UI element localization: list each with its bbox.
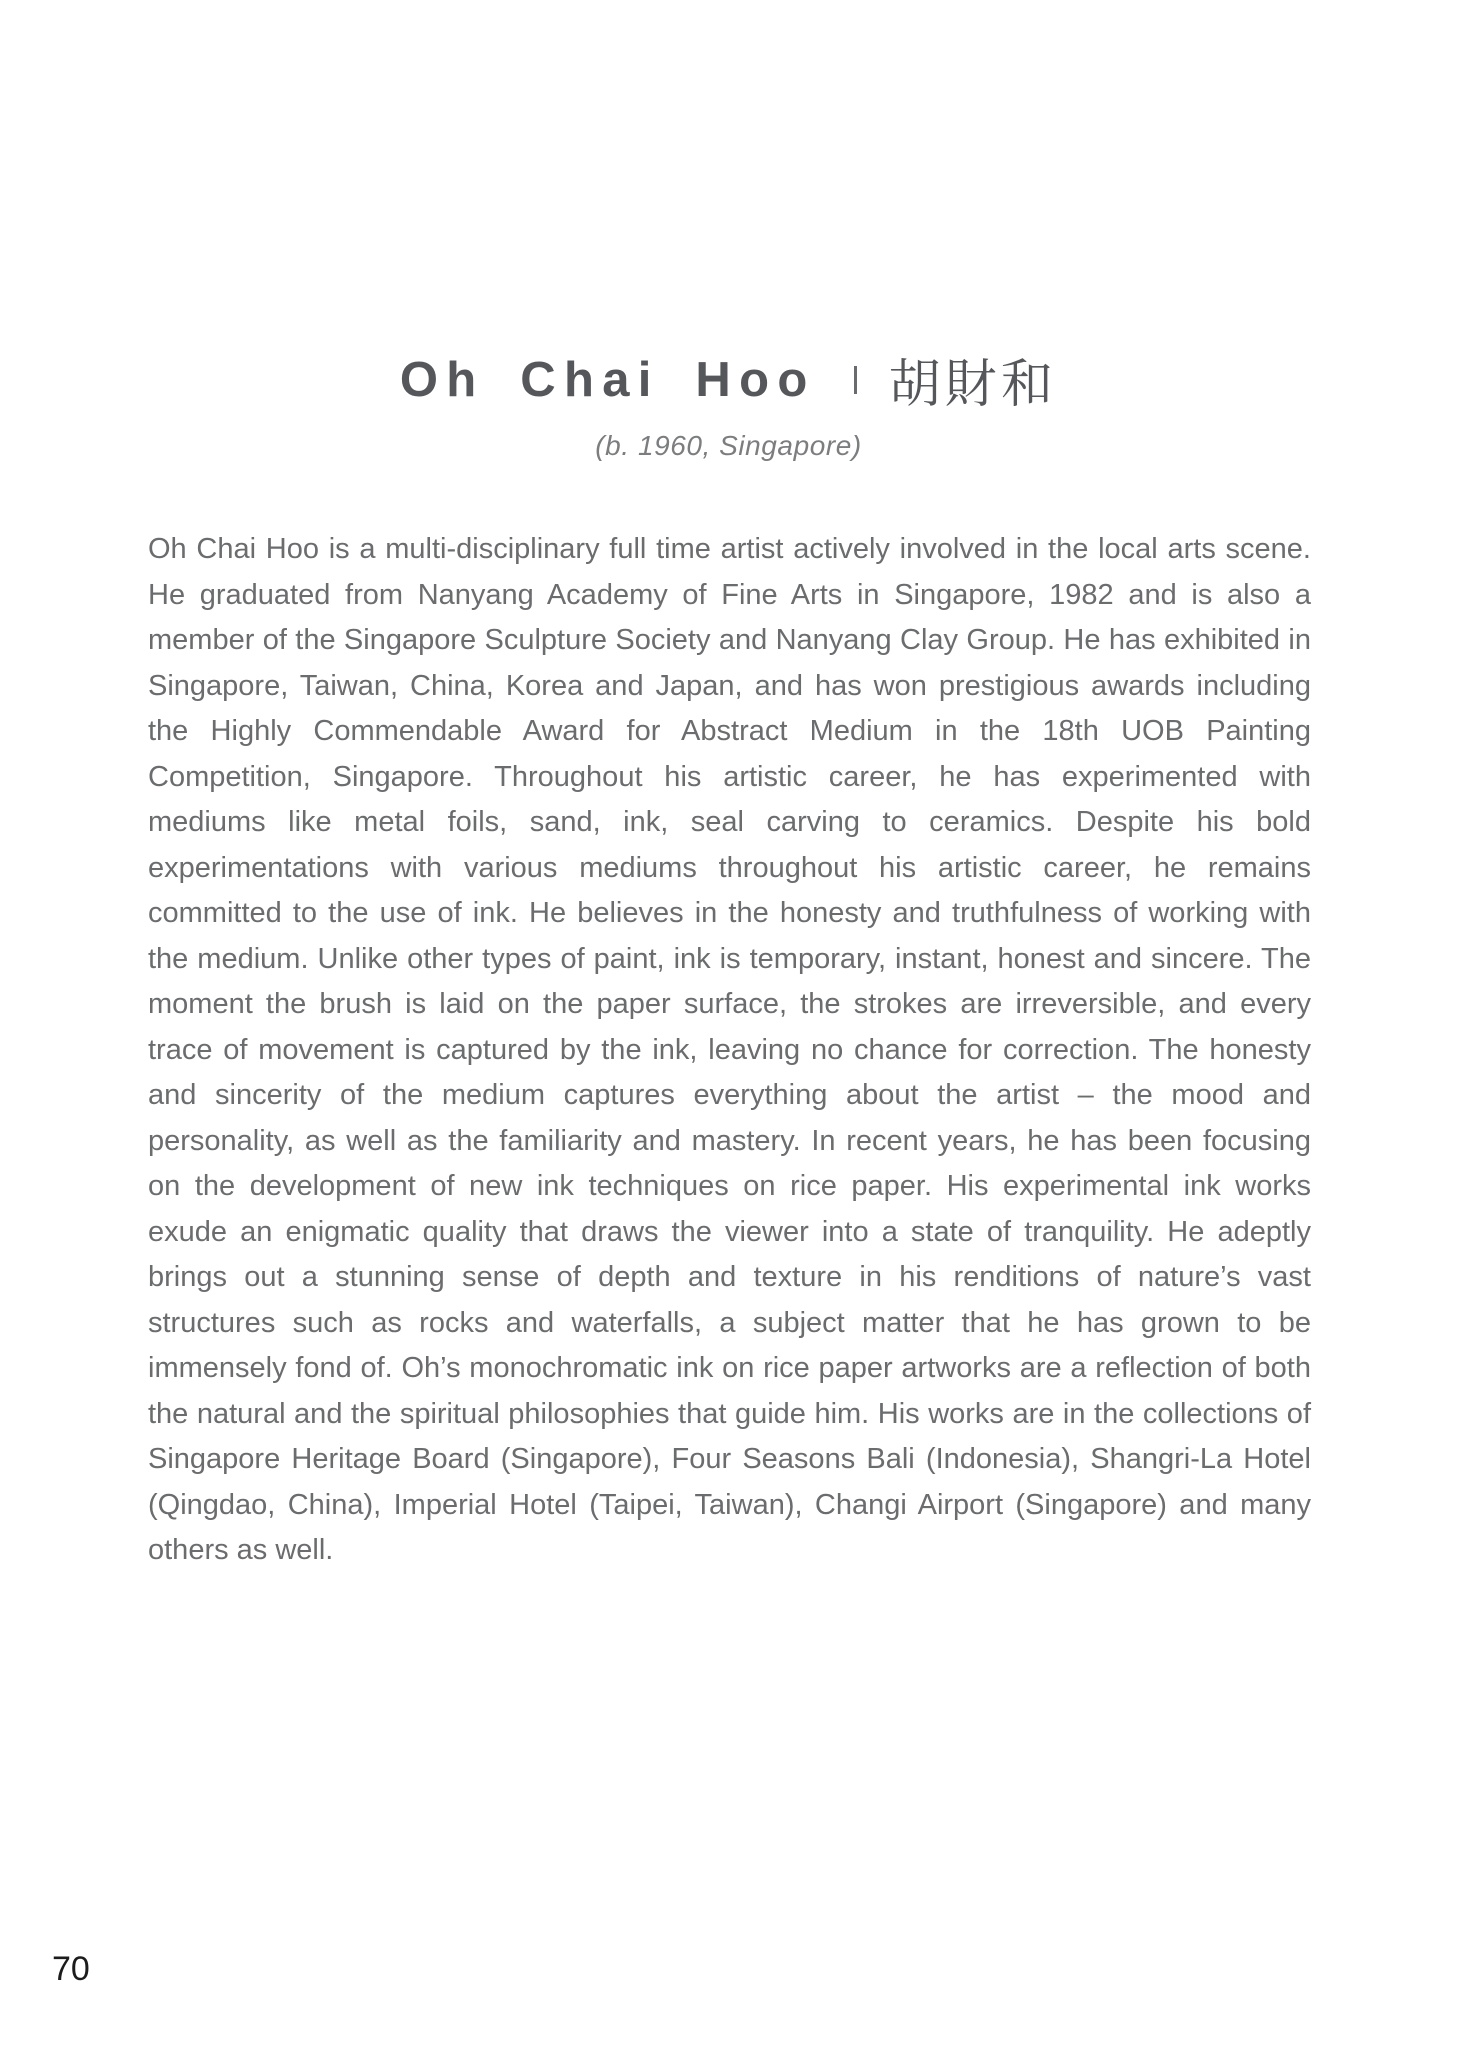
title-separator-bar: [854, 366, 857, 394]
artist-biography-paragraph: Oh Chai Hoo is a multi-disciplinary full time artist actively involved in the local arts scene. He graduated from Nanyang Academy of Fine Arts in Singapore, 1982 and is also a member of the Singapore Sculpture Society and Nanyang Clay Group. He has exhibited in Singapore, Taiwan, China, Korea and Japan, and has won prestigious awards including the Highly Commendable Award for Abstract Medium in the 18th UOB Painting Competition, Singapore. Throughout his artistic career, he has experimented with mediums like metal foils, sand, ink, seal carving to ceramics. Despite his bold experimentations with various mediums throughout his artistic career, he remains committed to the use of ink. He believes in the honesty and truthfulness of working with the medium. Unlike other types of paint, ink is temporary, instant, honest and sincere. The moment the brush is laid on the paper surface, the strokes are irreversible, and every trace of movement is captured by the ink, leaving no chance for correction. The honesty and sincerity of the medium captures everything about the artist – the mood and personality, as well as the familiarity and mastery. In recent years, he has been focusing on the development of new ink techniques on rice paper. His experimental ink works exude an enigmatic quality that draws the viewer into a state of tranquility. He adeptly brings out a stunning sense of depth and texture in his renditions of nature’s vast structures such as rocks and waterfalls, a subject matter that he has grown to be immensely fond of. Oh’s monochromatic ink on rice paper artworks are a reflection of both the natural and the spiritual philosophies that guide him. His works are in the collections of Singapore Heritage Board (Singapore), Four Seasons Bali (Indonesia), Shangri-La Hotel (Qingdao, China), Imperial Hotel (Taipei, Taiwan), Changi Airport (Singapore) and many others as well.: [148, 533, 1311, 1566]
artist-birth-info: (b. 1960, Singapore): [595, 430, 862, 461]
artist-header: [0, 342, 1457, 462]
page-number: 70: [52, 1950, 90, 1988]
artist-name-english: Oh Chai Hoo: [399, 352, 816, 407]
artist-title: [0, 342, 1457, 417]
artist-name-chinese: 胡財和: [888, 356, 1058, 414]
